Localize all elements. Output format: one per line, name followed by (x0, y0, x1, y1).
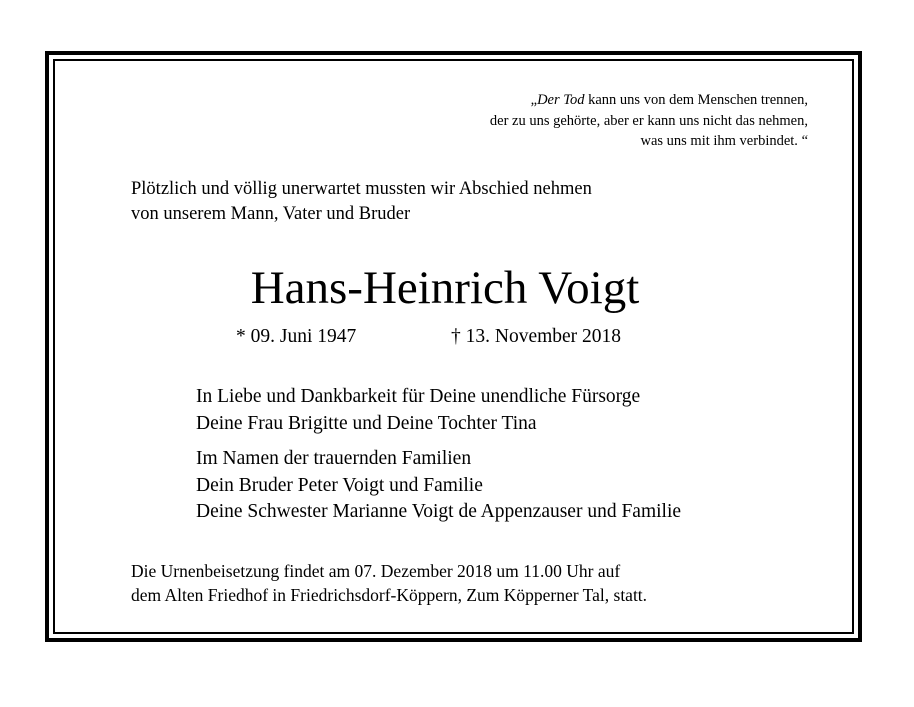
burial-line-2: dem Alten Friedhof in Friedrichsdorf-Köppern, Zum Köpperner Tal, statt. (131, 585, 648, 605)
quote-open-mark: „ (530, 92, 538, 108)
quote-line-3 (490, 131, 808, 152)
birth-date: * 09. Juni 1947 (236, 326, 357, 347)
quote-line-2: der zu uns gehörte, aber er kann uns nicht das nehmen, (489, 112, 808, 129)
quote-line-1-rest: kann uns von dem Menschen trennen, (588, 92, 808, 108)
quote-close-mark: “ (801, 133, 808, 149)
intro-line-1: Plötzlich und völlig unerwartet mussten wir Abschied nehmen (131, 179, 592, 199)
mourners-line: In Liebe und Dankbarkeit für Deine unendliche Fürsorge (196, 386, 641, 407)
quote-block (490, 90, 808, 152)
intro-text (131, 177, 592, 227)
mourners-group-2 (196, 446, 681, 526)
quote-line-1 (490, 90, 808, 111)
mourners-line: Deine Frau Brigitte und Deine Tochter Tina (196, 412, 537, 434)
burial-notice (131, 559, 647, 607)
burial-line-1: Die Urnenbeisetzung findet am 07. Dezember 2018 um 11.00 Uhr auf (131, 561, 621, 581)
mourners-line: Im Namen der trauernden Familien (196, 448, 472, 469)
quote-emphasis: Der Tod (537, 92, 585, 108)
mourners-line: Dein Bruder Peter Voigt und Familie (196, 474, 483, 496)
intro-line-2: von unserem Mann, Vater und Bruder (131, 204, 411, 224)
mourners-line: Deine Schwester Marianne Voigt de Appenzauser und Familie (196, 501, 682, 522)
deceased-name: Hans-Heinrich Voigt (250, 262, 640, 314)
death-date: † 13. November 2018 (451, 326, 622, 347)
quote-line-3-text: was uns mit ihm verbindet. (640, 133, 798, 149)
mourners-group-1 (196, 384, 640, 437)
